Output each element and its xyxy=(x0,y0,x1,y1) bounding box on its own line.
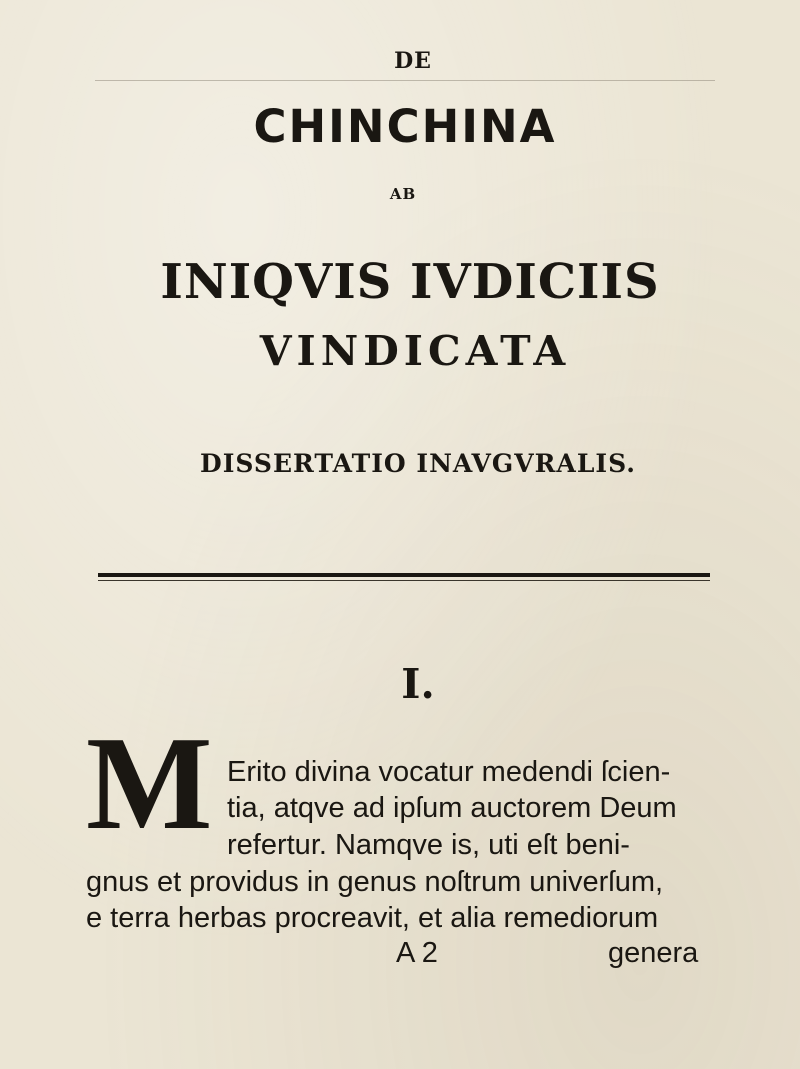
title-ab: AB xyxy=(389,185,417,203)
title-dissertatio: DISSERTATIO INAVGVRALIS. xyxy=(200,449,636,478)
top-rule xyxy=(95,80,715,81)
signature-mark: A 2 xyxy=(396,937,438,969)
catchword: genera xyxy=(608,937,699,969)
title-iniqvis-ivdiciis: INIQVIS IVDICIIS xyxy=(160,254,660,310)
body-line-3: refertur. Namqve is, uti eſt beni- xyxy=(227,829,630,861)
body-line-5: e terra herbas procreavit, et alia remediorum xyxy=(86,902,659,934)
section-number: I. xyxy=(401,660,435,708)
double-rule-thick xyxy=(98,573,710,577)
drop-cap-initial: M xyxy=(86,733,213,833)
title-vindicata: VINDICATA xyxy=(259,327,571,375)
title-de: DE xyxy=(394,48,432,74)
title-chinchina: CHINCHINA xyxy=(253,100,557,153)
body-line-2: tia, atqve ad ipſum auctorem Deum xyxy=(227,792,677,824)
double-rule-thin xyxy=(98,580,710,581)
body-line-1: Erito divina vocatur medendi ſcien- xyxy=(227,756,671,788)
body-line-4: gnus et providus in genus noſtrum univerſum, xyxy=(86,866,664,898)
